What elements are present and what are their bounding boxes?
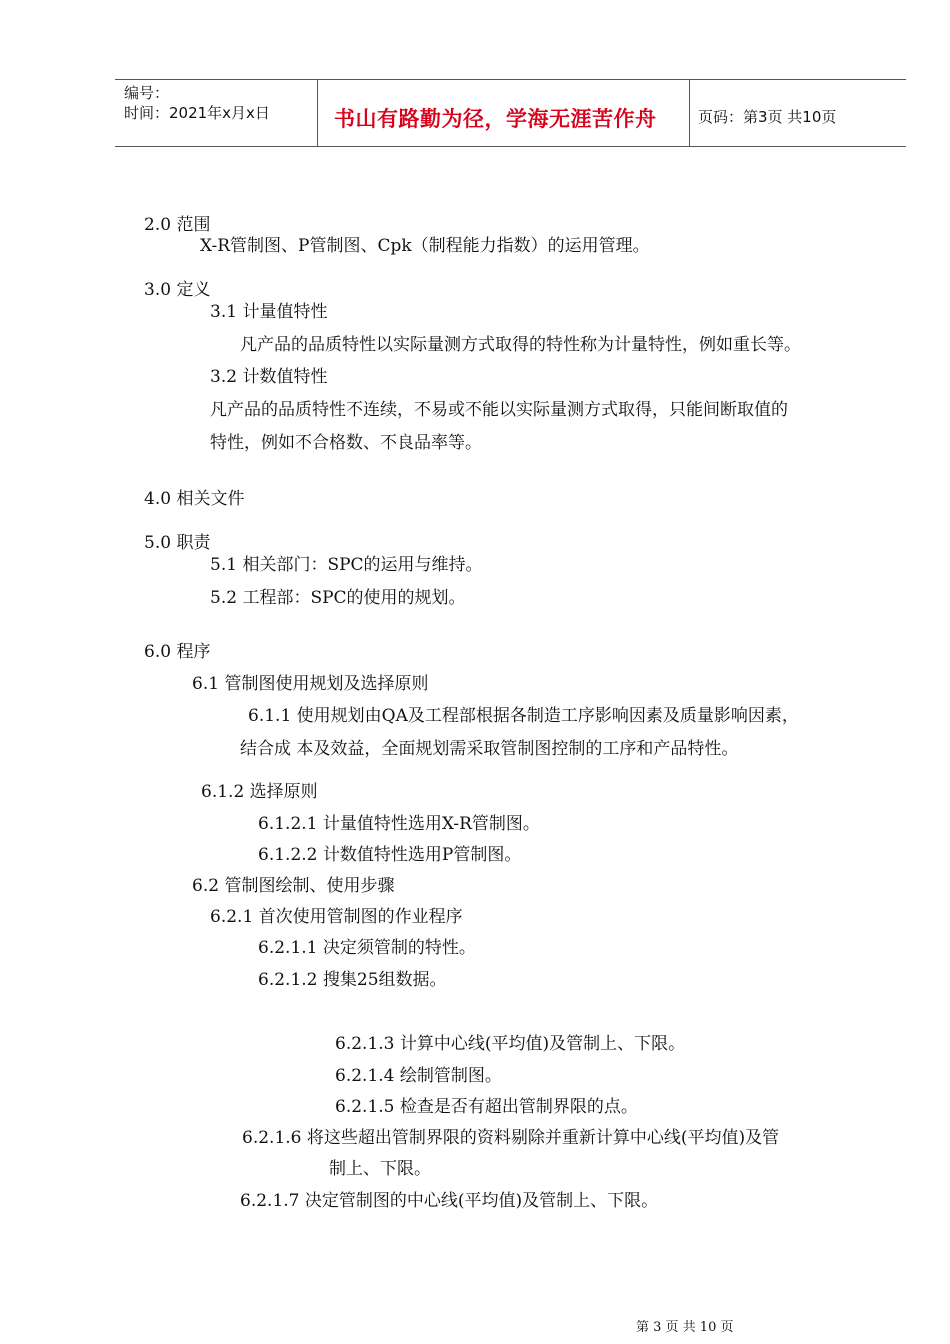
section-2-title: 2.0 范围 bbox=[144, 215, 211, 235]
section-6-2-1-5: 6.2.1.5 检查是否有超出管制界限的点。 bbox=[335, 1097, 638, 1117]
section-6-2-1-title: 6.2.1 首次使用管制图的作业程序 bbox=[210, 907, 463, 927]
section-3-2-title: 3.2 计数值特性 bbox=[210, 367, 328, 387]
section-3-2-text-line1: 凡产品的品质特性不连续，不易或不能以实际量测方式取得，只能间断取值的 bbox=[210, 400, 788, 420]
section-6-2-1-4: 6.2.1.4 绘制管制图。 bbox=[335, 1066, 502, 1086]
section-3-title: 3.0 定义 bbox=[144, 280, 211, 300]
section-3-1-title: 3.1 计量值特性 bbox=[210, 302, 328, 322]
section-6-2-1-6-line1: 6.2.1.6 将这些超出管制界限的资料剔除并重新计算中心线(平均值)及管 bbox=[242, 1128, 780, 1148]
section-4-title: 4.0 相关文件 bbox=[144, 489, 245, 509]
section-6-1-title: 6.1 管制图使用规划及选择原则 bbox=[192, 674, 429, 694]
section-6-2-1-7: 6.2.1.7 决定管制图的中心线(平均值)及管制上、下限。 bbox=[240, 1191, 659, 1211]
section-5-2: 5.2 工程部：SPC的使用的规划。 bbox=[210, 588, 466, 608]
section-6-2-title: 6.2 管制图绘制、使用步骤 bbox=[192, 876, 395, 896]
section-6-title: 6.0 程序 bbox=[144, 642, 211, 662]
section-6-1-2-1: 6.1.2.1 计量值特性选用X-R管制图。 bbox=[258, 814, 540, 834]
section-6-1-2-title: 6.1.2 选择原则 bbox=[201, 782, 318, 802]
section-6-1-1-text-line1: 6.1.1 使用规划由QA及工程部根据各制造工序影响因素及质量影响因素， bbox=[248, 706, 799, 726]
header-motto: 书山有路勤为径，学海无涯苦作舟 bbox=[334, 107, 657, 131]
section-6-2-1-2: 6.2.1.2 搜集25组数据。 bbox=[258, 970, 447, 990]
section-5-title: 5.0 职责 bbox=[144, 533, 211, 553]
section-3-1-text: 凡产品的品质特性以实际量测方式取得的特性称为计量特性，例如重长等。 bbox=[240, 335, 801, 355]
header-bottom-rule bbox=[115, 146, 906, 147]
section-6-1-2-2: 6.1.2.2 计数值特性选用P管制图。 bbox=[258, 845, 522, 865]
header-page-info: 页码：第3页 共10页 bbox=[698, 108, 837, 126]
header-top-rule bbox=[115, 79, 906, 80]
footer-page-number: 第 3 页 共 10 页 bbox=[636, 1320, 734, 1335]
section-2-text: X-R管制图、P管制图、Cpk（制程能力指数）的运用管理。 bbox=[200, 236, 650, 256]
section-3-2-text-line2: 特性，例如不合格数、不良品率等。 bbox=[210, 433, 482, 453]
doc-time-label: 时间：2021年x月x日 bbox=[124, 104, 270, 122]
section-5-1: 5.1 相关部门：SPC的运用与维持。 bbox=[210, 555, 483, 575]
doc-number-label: 编号： bbox=[124, 84, 170, 102]
header-divider-left bbox=[317, 79, 318, 147]
section-6-1-1-text-line2: 结合成 本及效益，全面规划需采取管制图控制的工序和产品特性。 bbox=[240, 739, 739, 759]
section-6-2-1-1: 6.2.1.1 决定须管制的特性。 bbox=[258, 938, 476, 958]
section-6-2-1-3: 6.2.1.3 计算中心线(平均值)及管制上、下限。 bbox=[335, 1034, 686, 1054]
header-divider-right bbox=[689, 79, 690, 147]
section-6-2-1-6-line2: 制上、下限。 bbox=[329, 1159, 431, 1179]
